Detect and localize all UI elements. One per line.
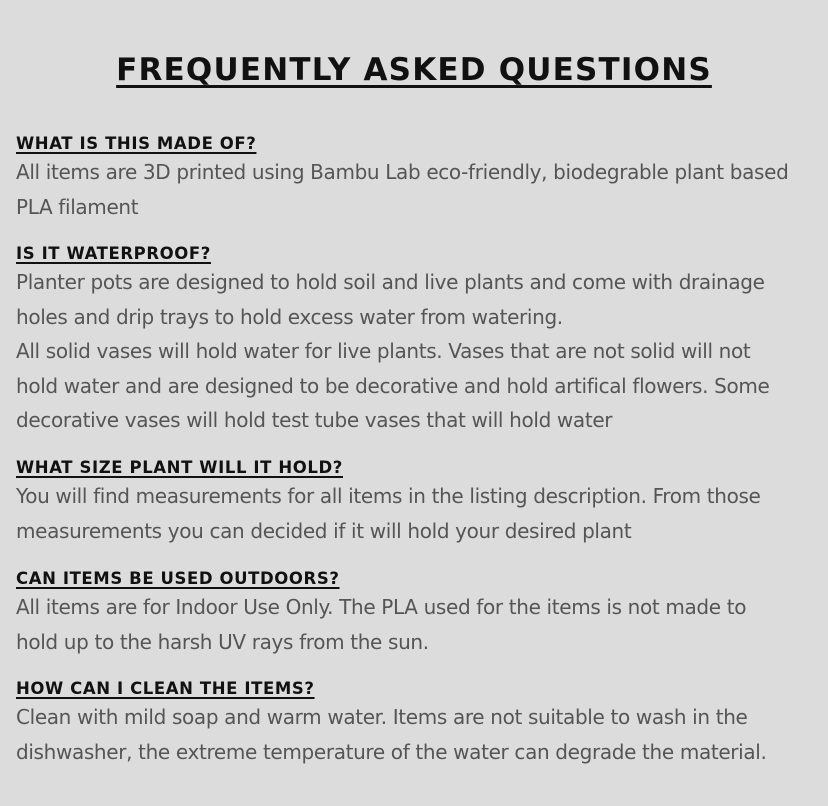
faq-item-waterproof — [16, 243, 822, 438]
faq-answer-line: All solid vases will hold water for live plants. Vases that are not solid will not — [16, 339, 751, 363]
faq-question: WHAT IS THIS MADE OF? — [16, 134, 257, 153]
faq-item-outdoors — [16, 568, 822, 659]
faq-item-cleaning — [16, 678, 822, 769]
faq-answer-line: hold water and are designed to be decorative and hold artifical flowers. Some — [16, 373, 770, 398]
faq-answer-line: measurements you can decided if it will hold your desired plant — [16, 518, 632, 543]
faq-question: CAN ITEMS BE USED OUTDOORS? — [16, 569, 340, 588]
faq-answer-line: Planter pots are designed to hold soil and live plants and come with drainage — [16, 270, 765, 294]
faq-answer-line: All items are for Indoor Use Only. The PLA used for the items is not made to — [16, 595, 747, 619]
faq-item-plant-size — [16, 457, 822, 548]
faq-answer-line: decorative vases will hold test tube vases that will hold water — [16, 408, 613, 432]
faq-answer-line: Clean with mild soap and warm water. Items are not suitable to wash in the — [16, 705, 748, 729]
faq-answer-line: PLA filament — [16, 194, 139, 219]
faq-item-made-of — [16, 133, 822, 224]
faq-question: WHAT SIZE PLANT WILL IT HOLD? — [16, 458, 343, 477]
faq-answer-line: All items are 3D printed using Bambu Lab eco-friendly, biodegrable plant based — [16, 160, 789, 184]
faq-answer-line: You will find measurements for all items in the listing description. From those — [16, 484, 761, 508]
faq-question: IS IT WATERPROOF? — [16, 244, 211, 263]
faq-answer-line: hold up to the harsh UV rays from the sun. — [16, 629, 429, 654]
page-title: FREQUENTLY ASKED QUESTIONS — [116, 52, 712, 88]
faq-question: HOW CAN I CLEAN THE ITEMS? — [16, 679, 315, 698]
faq-answer-line: holes and drip trays to hold excess water from watering. — [16, 304, 563, 329]
faq-answer-line: dishwasher, the extreme temperature of the water can degrade the material. — [16, 739, 767, 764]
